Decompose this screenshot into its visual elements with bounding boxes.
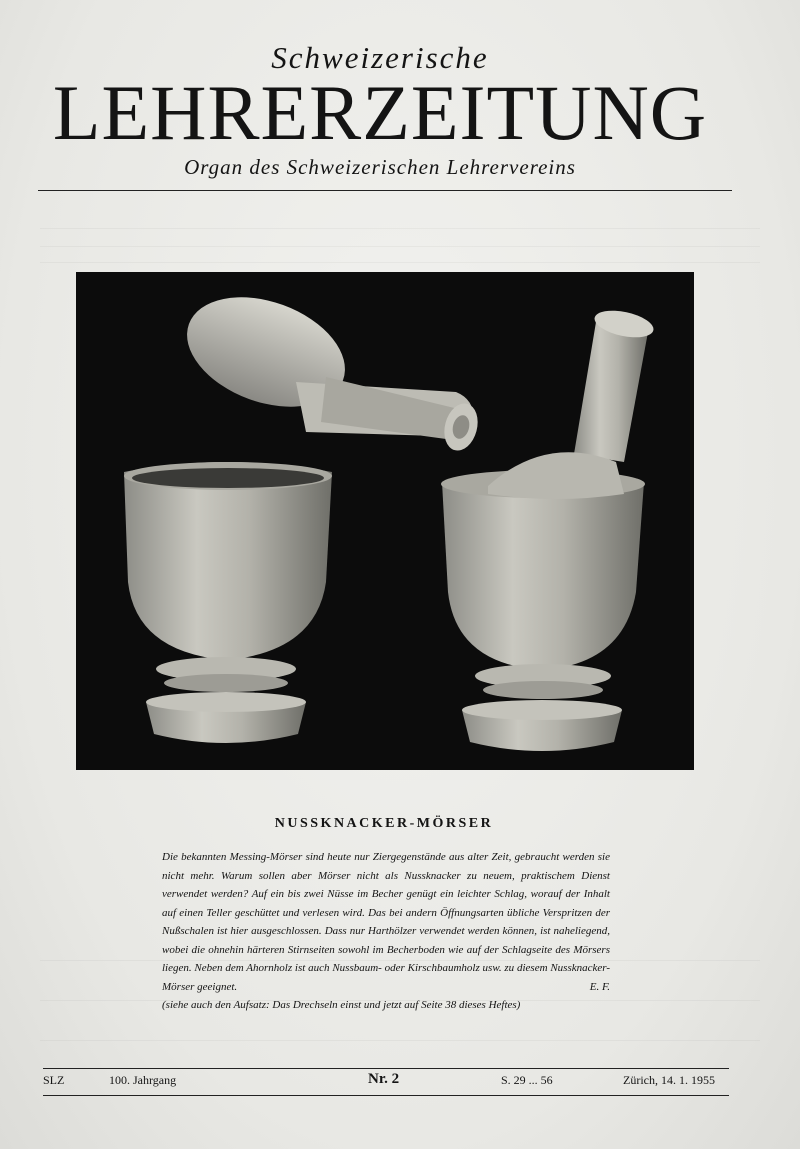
article-title: NUSSKNACKER-MÖRSER <box>274 816 494 831</box>
footer-issue: Nr. 2 <box>368 1071 400 1087</box>
right-mortar-cup <box>441 470 645 751</box>
bleed-through-line <box>40 228 760 229</box>
masthead-rule <box>38 190 732 191</box>
left-mortar-cup <box>124 462 332 743</box>
footer-volume: 100. Jahrgang <box>109 1073 177 1087</box>
article-body <box>162 848 610 1015</box>
left-pestle <box>172 277 483 454</box>
footer-bottom-rule <box>43 1095 729 1096</box>
footer-abbr: SLZ <box>43 1073 65 1087</box>
mortar-and-pestle-illustration <box>76 272 694 770</box>
footer-top-rule <box>43 1068 729 1069</box>
right-pestle <box>488 306 656 499</box>
article-text: Die bekannten Messing-Mörser sind heute nur Ziergegenstände aus alter Zeit, gebraucht werden sie nicht mehr. Warum sollen aber Mörser nicht als Nussknacker zu neuem, praktischem Dienst verwendet werden? Auf ein bis zwei Nüsse im Becher genügt ein leichter Schlag, worauf der Inhalt auf einen Teller geschüttet und verlesen wird. Das bei andern Öffnungsarten übliche Verspritzen der Nußschalen ist hier ausgeschlossen. Dass nur Harthölzer verwendet werden können, ist naheliegend, wobei die ohnehin härteren Stirnseiten sowohl im Becherboden wie auf der Schlagseite des Mörsers liegen. Neben dem Ahornholz ist auch Nussbaum- oder Kirschbaumholz usw. zu diesem Nussknacker-Mörser geeignet. <box>162 851 610 993</box>
masthead-kicker: Schweizerische <box>271 40 489 75</box>
article-reference: (siehe auch den Aufsatz: Das Drechseln einst und jetzt auf Seite 38 dieses Heftes) <box>162 999 521 1011</box>
article-signature: E. F. <box>589 980 610 993</box>
cover-photo <box>76 272 694 770</box>
masthead-subtitle: Organ des Schweizerischen Lehrervereins <box>184 155 576 179</box>
bleed-through-line <box>40 1040 760 1041</box>
footer-pages: S. 29 ... 56 <box>501 1073 553 1087</box>
bleed-through-line <box>40 262 760 263</box>
footer-date: Zürich, 14. 1. 1955 <box>623 1073 715 1087</box>
masthead-title: LEHRERZEITUNG <box>52 69 708 156</box>
bleed-through-line <box>40 246 760 247</box>
footer-bar <box>43 1071 729 1093</box>
